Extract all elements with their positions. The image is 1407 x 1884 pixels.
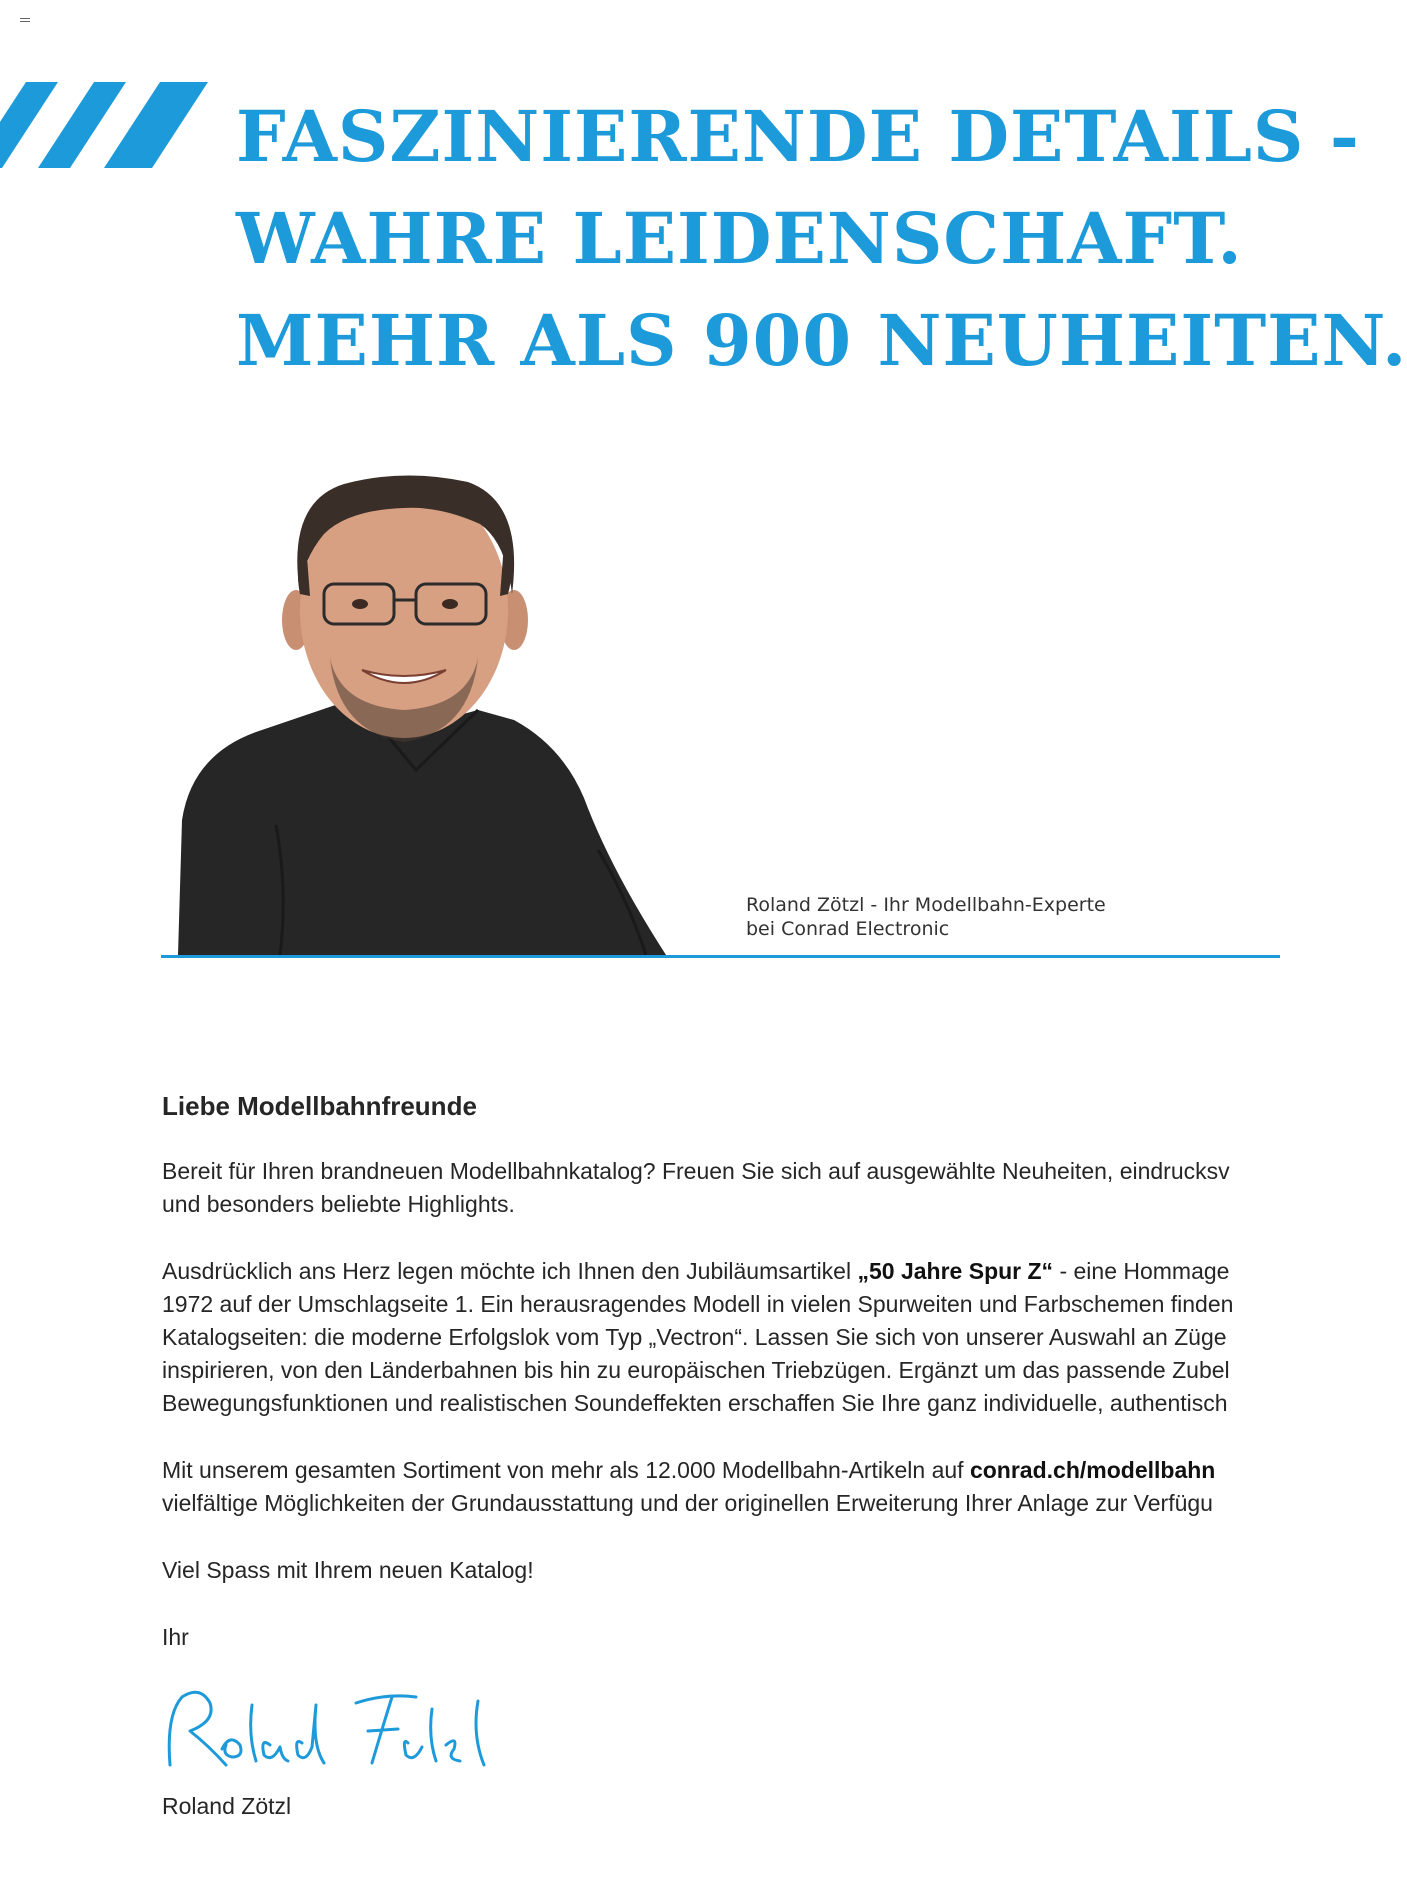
paragraph-1-line-2: und besonders beliebte Highlights. <box>162 1191 515 1217</box>
paragraph-2-line-1-tail: - eine Hommage <box>1053 1258 1230 1284</box>
paragraph-3 <box>162 1454 1280 1520</box>
portrait-caption <box>746 893 1106 941</box>
website-link[interactable]: conrad.ch/modellbahn <box>969 1457 1216 1483</box>
closing-line: Viel Spass mit Ihrem neuen Katalog! <box>162 1557 534 1583</box>
signature-name: Roland Zötzl <box>162 1793 292 1819</box>
paragraph-2-line-1 <box>162 1255 1280 1288</box>
headline <box>236 86 1407 392</box>
menu-icon[interactable] <box>20 18 30 24</box>
person-portrait-icon <box>178 470 700 955</box>
caption-line-1: Roland Zötzl - Ihr Modellbahn-Experte <box>746 894 1106 916</box>
headline-line-2: WAHRE LEIDENSCHAFT. <box>236 197 1243 280</box>
paragraph-1-line-1: Bereit für Ihren brandneuen Modellbahnkatalog? Freuen Sie sich auf ausgewählte Neuheiten, eindrucksv <box>162 1158 1230 1184</box>
paragraph-2 <box>162 1255 1280 1420</box>
stripes-logo-icon <box>0 82 210 168</box>
paragraph-3-line-1-text: Mit unserem gesamten Sortiment von mehr als 12.000 Modellbahn-Artikeln auf <box>162 1457 970 1483</box>
paragraph-2-line-1-text: Ausdrücklich ans Herz legen möchte ich Ihnen den Jubiläumsartikel <box>162 1258 858 1284</box>
anniversary-article-highlight: „50 Jahre Spur Z“ <box>857 1258 1054 1284</box>
divider-rule <box>161 955 1280 958</box>
letter-greeting: Liebe Modellbahnfreunde <box>162 1091 477 1121</box>
sign-off: Ihr <box>162 1624 189 1650</box>
letter-body <box>162 1090 1280 1688</box>
paragraph-2-line-2: 1972 auf der Umschlagseite 1. Ein herausragendes Modell in vielen Spurweiten und Farbschemen finden <box>162 1291 1234 1317</box>
paragraph-2-line-4: inspirieren, von den Länderbahnen bis hin zu europäischen Triebzügen. Ergänzt um das passende Zubel <box>162 1357 1230 1383</box>
headline-line-3: MEHR ALS 900 NEUHEITEN. <box>236 299 1407 382</box>
paragraph-1 <box>162 1155 1280 1221</box>
paragraph-3-line-1 <box>162 1454 1280 1487</box>
caption-line-2: bei Conrad Electronic <box>746 918 950 940</box>
paragraph-3-line-2: vielfältige Möglichkeiten der Grundausstattung und der originellen Erweiterung Ihrer Anlage zur Verfügu <box>162 1490 1213 1516</box>
handwritten-signature <box>160 1685 520 1785</box>
headline-line-1: FASZINIERENDE DETAILS - <box>236 95 1360 178</box>
paragraph-2-line-5: Bewegungsfunktionen und realistischen Soundeffekten erschaffen Sie Ihre ganz individuelle, authentisch <box>162 1390 1228 1416</box>
paragraph-2-line-3: Katalogseiten: die moderne Erfolgslok vom Typ „Vectron“. Lassen Sie sich von unserer Auswahl an Züge <box>162 1324 1227 1350</box>
